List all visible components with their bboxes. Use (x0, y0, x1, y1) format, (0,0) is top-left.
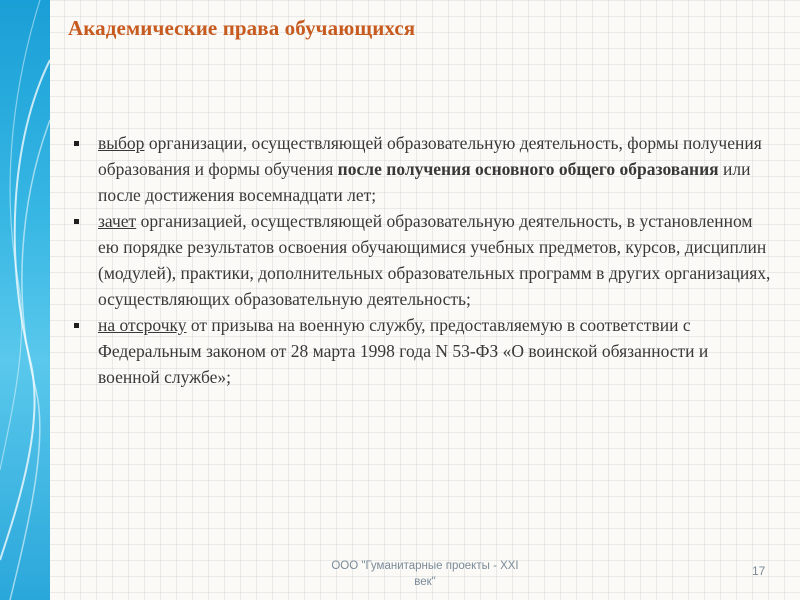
item-text: от призыва на военную службу, предоставляемую в соответствии с Федеральным законом от 28 марта 1998 года N 53-ФЗ «О воинской обязанности и военной службе»; (98, 315, 709, 387)
slide-footer (305, 558, 545, 590)
item-lead: зачет (98, 211, 137, 231)
item-text: организации, осуществляющей образовательную деятельность, формы получения образования и формы обучения (98, 133, 762, 179)
rights-list (74, 130, 774, 390)
list-item (74, 130, 774, 208)
item-bold-text: после получения основного общего образования (337, 159, 719, 179)
bullet-marker (74, 141, 79, 146)
item-lead: на отсрочку (98, 315, 187, 335)
page-number: 17 (752, 564, 766, 578)
list-item (74, 312, 774, 390)
wave-decoration (0, 0, 50, 600)
bullet-marker (74, 323, 79, 328)
item-text: организацией, осуществляющей образовательную деятельность, в установленном ею порядке результатов освоения обучающимися учебных предметов, курсов, дисциплин (модулей), практики, дополнительных образовательных программ в других организациях, осуществляющих образовательную деятельность; (98, 211, 771, 309)
list-item (74, 208, 774, 312)
footer-line: век" (414, 576, 436, 588)
decorative-side-band (0, 0, 50, 600)
slide-title: Академические права обучающихся (68, 16, 416, 40)
bullet-marker (74, 219, 79, 224)
item-lead: выбор (98, 133, 145, 153)
item-text-end: или после достижения восемнадцати лет; (98, 159, 751, 205)
footer-line: ООО "Гуманитарные проекты - XXI (331, 560, 519, 572)
